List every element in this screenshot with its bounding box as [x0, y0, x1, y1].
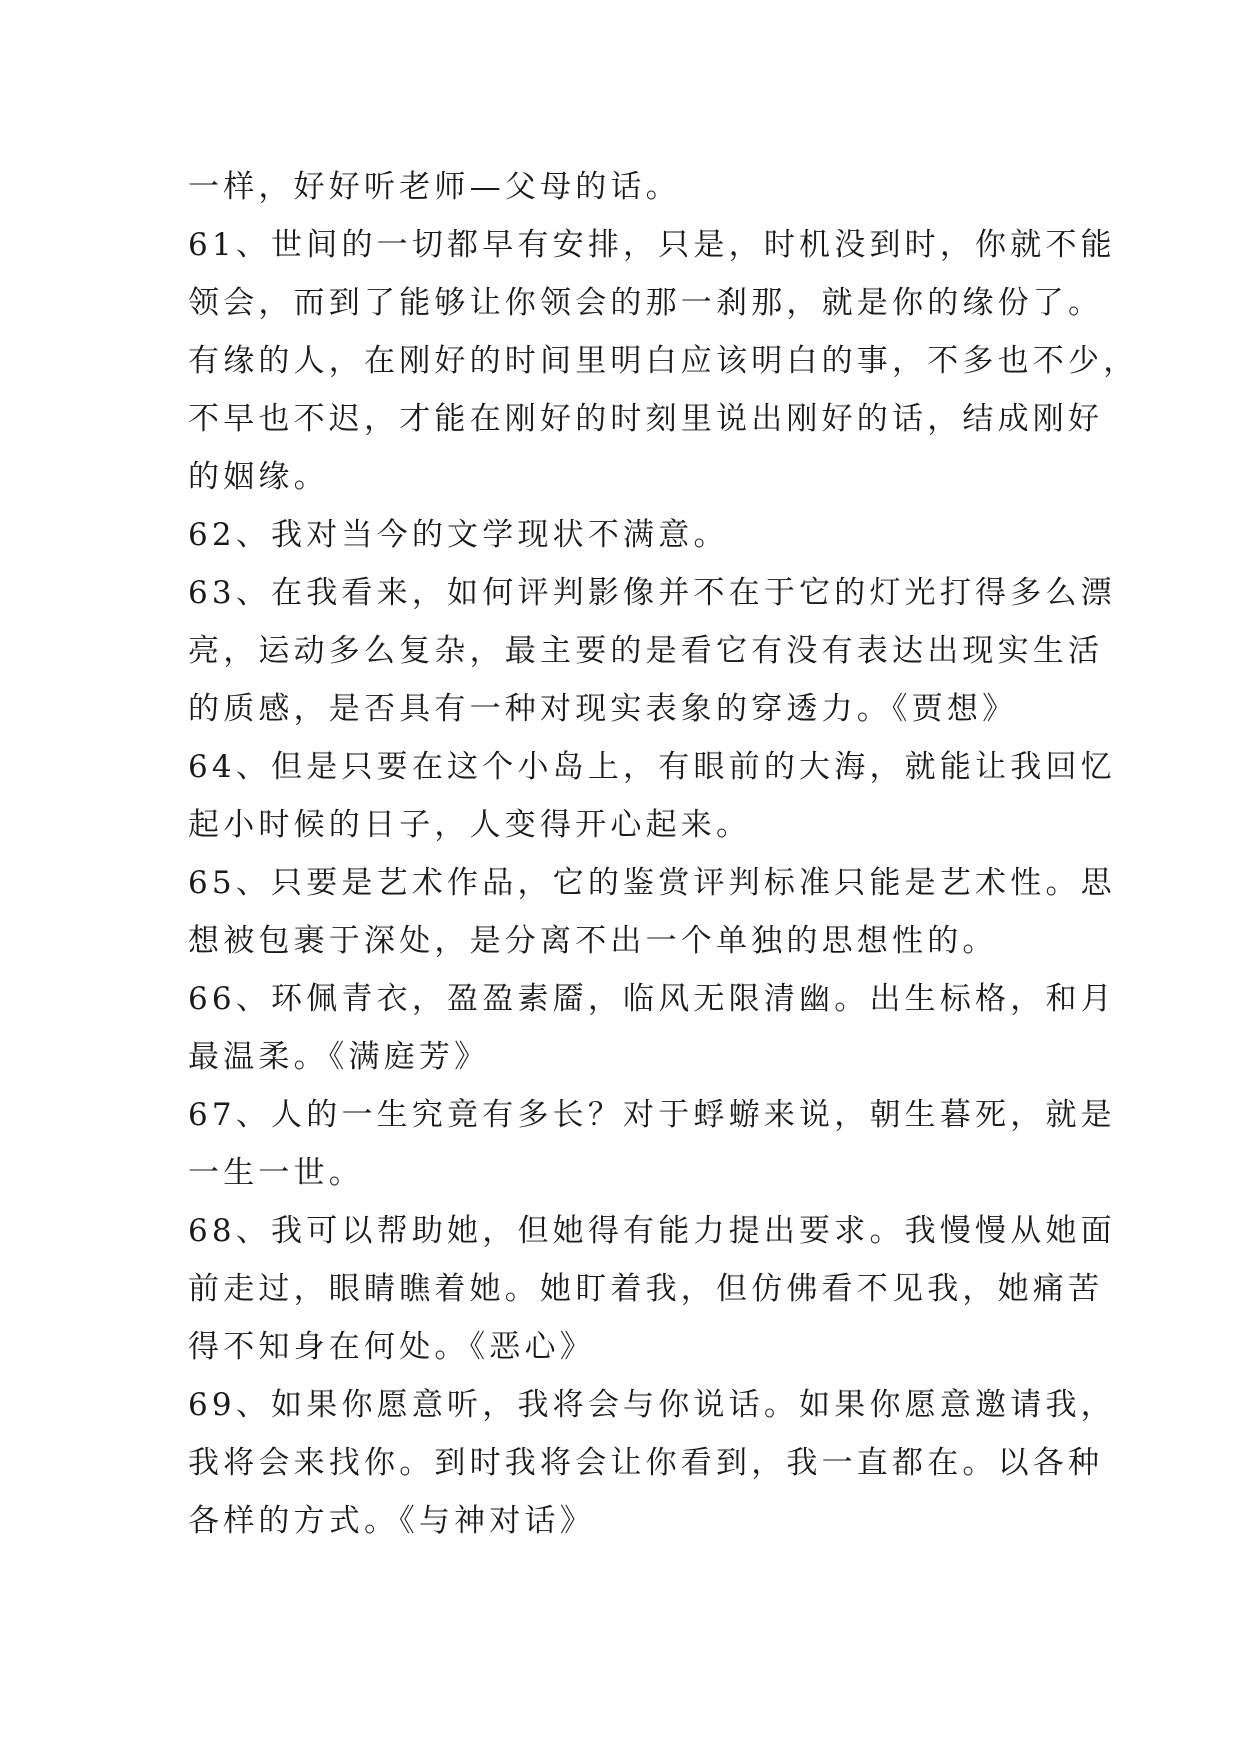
text-line: 63、在我看来，如何评判影像并不在于它的灯光打得多么漂 [188, 575, 1116, 611]
text-line: 亮，运动多么复杂，最主要的是看它有没有表达出现实生活 [188, 633, 1104, 669]
text-line: 不早也不迟，才能在刚好的时刻里说出刚好的话，结成刚好 [188, 401, 1104, 437]
text-line: 的质感，是否具有一种对现实表象的穿透力。《贾想》 [188, 691, 1018, 727]
text-line: 61、世间的一切都早有安排，只是，时机没到时，你就不能 [188, 227, 1116, 263]
text-line: 领会，而到了能够让你领会的那一刹那，就是你的缘份了。 [188, 285, 1104, 321]
text-line: 66、环佩青衣，盈盈素靥，临风无限清幽。出生标格，和月 [188, 981, 1116, 1017]
text-line: 得不知身在何处。《恶心》 [188, 1329, 595, 1365]
text-line: 62、我对当今的文学现状不满意。 [188, 517, 729, 553]
text-line: 我将会来找你。到时我将会让你看到，我一直都在。以各种 [188, 1445, 1104, 1481]
text-line: 想被包裹于深处，是分离不出一个单独的思想性的。 [188, 923, 998, 959]
text-line: 各样的方式。《与神对话》 [188, 1503, 595, 1539]
text-line: 前走过，眼睛瞧着她。她盯着我，但仿佛看不见我，她痛苦 [188, 1271, 1104, 1307]
text-line: 起小时候的日子，人变得开心起来。 [188, 807, 752, 843]
text-line: 一样，好好听老师—父母的话。 [188, 169, 681, 205]
text-line: 67、人的一生究竟有多长？对于蜉蝣来说，朝生暮死，就是 [188, 1097, 1116, 1133]
document-body [188, 158, 1139, 1550]
text-line: 69、如果你愿意听，我将会与你说话。如果你愿意邀请我， [188, 1387, 1116, 1423]
text-line: 有缘的人，在刚好的时间里明白应该明白的事，不多也不少， [188, 343, 1139, 379]
text-line: 一生一世。 [188, 1155, 364, 1191]
text-line: 64、但是只要在这个小岛上，有眼前的大海，就能让我回忆 [188, 749, 1116, 785]
text-line: 最温柔。《满庭芳》 [188, 1039, 490, 1075]
text-line: 的姻缘。 [188, 459, 329, 495]
text-line: 68、我可以帮助她，但她得有能力提出要求。我慢慢从她面 [188, 1213, 1116, 1249]
text-line: 65、只要是艺术作品，它的鉴赏评判标准只能是艺术性。思 [188, 865, 1116, 901]
